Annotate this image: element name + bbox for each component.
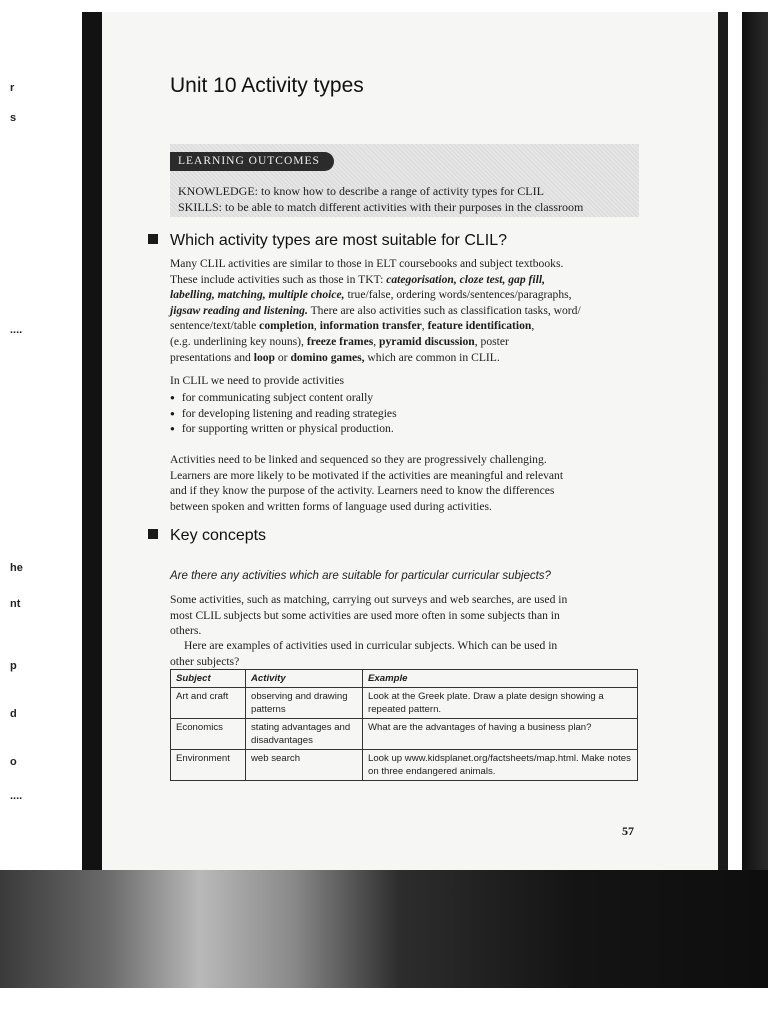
- margin-mark: p: [10, 660, 17, 672]
- paragraph-line: labelling, matching, multiple choice, true/false, ordering words/sentences/paragraphs,: [170, 288, 572, 302]
- margin-mark: d: [10, 708, 17, 720]
- key-concepts-question: Are there any activities which are suitable for particular curricular subjects?: [170, 570, 551, 582]
- skills-outcome: SKILLS: to be able to match different activities with their purposes in the classroom: [178, 200, 584, 214]
- learning-outcomes-box: [170, 144, 639, 217]
- paragraph-line: (e.g. underlining key nouns), freeze frames, pyramid discussion, poster: [170, 334, 509, 348]
- activity-purpose-list: [170, 390, 397, 437]
- paragraph-line: other subjects?: [170, 654, 240, 668]
- paragraph-line: Many CLIL activities are similar to those in ELT coursebooks and subject textbooks.: [170, 257, 564, 270]
- table-header: Example: [363, 670, 638, 688]
- paragraph-line: These include activities such as those in TKT: categorisation, cloze test, gap fill,: [170, 272, 545, 286]
- margin-mark: he: [10, 562, 23, 574]
- table-row: [171, 750, 638, 781]
- paragraph-line: between spoken and written forms of language used during activities.: [170, 499, 492, 513]
- table-row: [171, 719, 638, 750]
- list-item: ● for supporting written or physical production.: [170, 421, 397, 437]
- activities-intro: In CLIL we need to provide activities: [170, 374, 345, 387]
- subject-activities-table: [170, 669, 638, 781]
- paragraph-line: Some activities, such as matching, carrying out surveys and web searches, are used in: [170, 593, 568, 606]
- section-heading-suitable-activities: [148, 232, 507, 250]
- paragraph-line: presentations and loop or domino games, which are common in CLIL.: [170, 350, 500, 364]
- table-cell: Look at the Greek plate. Draw a plate design showing a repeated pattern.: [363, 688, 638, 719]
- table-cell: stating advantages and disadvantages: [246, 719, 363, 750]
- paragraph-line: jigsaw reading and listening. There are also activities such as classification tasks, word/: [170, 303, 581, 317]
- heading-square-bullet: [148, 529, 158, 539]
- paragraph-line: and if they know the purpose of the activity. Learners need to know the differences: [170, 484, 555, 498]
- table-cell: Look up www.kidsplanet.org/factsheets/map.html. Make notes on three endangered animals.: [363, 750, 638, 781]
- table-header: Subject: [171, 670, 246, 688]
- margin-mark: nt: [10, 598, 21, 610]
- table-header-row: [171, 670, 638, 688]
- margin-mark: s: [10, 112, 17, 124]
- examples-paragraph: [170, 638, 630, 669]
- paragraph-line: Activities need to be linked and sequenced so they are progressively challenging.: [170, 453, 547, 466]
- learning-outcomes-badge: LEARNING OUTCOMES: [170, 152, 334, 171]
- list-item: ● for developing listening and reading strategies: [170, 406, 397, 422]
- table-header: Activity: [246, 670, 363, 688]
- section-heading-text: Key concepts: [170, 527, 267, 544]
- table-row: [171, 688, 638, 719]
- book-spine-shadow: [82, 12, 102, 872]
- table-cell: Environment: [171, 750, 246, 781]
- section-heading-text: Which activity types are most suitable for CLIL?: [170, 232, 508, 249]
- heading-square-bullet: [148, 234, 158, 244]
- table-cell: observing and drawing patterns: [246, 688, 363, 719]
- margin-mark: o: [10, 756, 17, 768]
- paragraph-line: others.: [170, 624, 202, 638]
- page-number: 57: [622, 824, 634, 838]
- paragraph-line: Learners are more likely to be motivated if the activities are meaningful and relevant: [170, 468, 564, 482]
- paragraph-line: Here are examples of activities used in curricular subjects. Which can be used in: [184, 639, 558, 652]
- table-cell: Art and craft: [171, 688, 246, 719]
- unit-title: Unit 10 Activity types: [170, 74, 364, 97]
- section-heading-key-concepts: [148, 527, 266, 545]
- margin-mark: ....: [10, 324, 23, 336]
- margin-mark: r: [10, 82, 15, 94]
- scan-margin-bottom: [0, 988, 768, 1024]
- book-page: [102, 12, 718, 870]
- sequencing-paragraph: [170, 452, 630, 514]
- list-item: ● for communicating subject content orally: [170, 390, 397, 406]
- table-cell: What are the advantages of having a business plan?: [363, 719, 638, 750]
- margin-mark: ....: [10, 790, 23, 802]
- activities-paragraph: [170, 256, 630, 365]
- paragraph-line: most CLIL subjects but some activities are used more often in some subjects than in: [170, 608, 560, 622]
- table-cell: Economics: [171, 719, 246, 750]
- scan-bottom-shadow: [0, 870, 768, 990]
- page-edge-shadow: [718, 12, 768, 892]
- table-cell: web search: [246, 750, 363, 781]
- subjects-paragraph: [170, 592, 630, 639]
- knowledge-outcome: KNOWLEDGE: to know how to describe a range of activity types for CLIL: [178, 184, 544, 198]
- paragraph-line: sentence/text/table completion, information transfer, feature identification,: [170, 319, 535, 333]
